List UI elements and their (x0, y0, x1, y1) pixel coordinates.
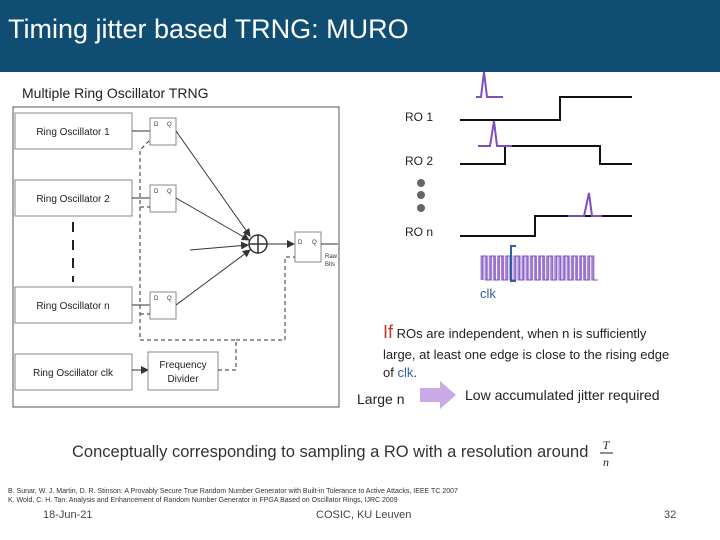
wave-ro1-label: RO 1 (405, 110, 434, 124)
clk-word: clk (397, 365, 414, 380)
wave-ro1 (460, 97, 632, 120)
condition-line1 (383, 322, 646, 343)
svg-text:Bits: Bits (325, 262, 336, 268)
svg-text:Frequency: Frequency (159, 360, 207, 371)
subtitle: Multiple Ring Oscillator TRNG (22, 85, 209, 101)
low-jitter: Low accumulated jitter required (465, 387, 660, 403)
dot-1 (417, 179, 425, 187)
svg-text:Raw: Raw (325, 254, 338, 260)
footer-org: COSIC, KU Leuven (316, 509, 412, 521)
reference-2: K. Wold, C. H. Tan: Analysis and Enhancement of Random Number Generator in FPGA Based on Oscillator Rings, IJRC 2009 (8, 497, 398, 504)
svg-text:Q: Q (312, 240, 317, 246)
svg-text:Q: Q (167, 122, 172, 128)
ff-out (295, 232, 321, 262)
footer-date: 18-Jun-21 (43, 509, 93, 521)
svg-text:D: D (154, 122, 159, 128)
large-n: Large n (357, 391, 405, 407)
condition-line3: of clk. (383, 365, 417, 380)
wave-ron-label: RO n (405, 225, 434, 239)
clk-label: clk (480, 286, 496, 301)
condition-line2: large, at least one edge is close to the rising edge (383, 347, 670, 362)
jitter-pulse-n (568, 193, 602, 216)
xor-gate (249, 235, 267, 253)
wave-ron (460, 216, 632, 236)
jitter-pulse-2 (478, 121, 512, 146)
ron-label: Ring Oscillator n (36, 301, 110, 312)
roclk-label: Ring Oscillator clk (32, 368, 114, 379)
wave-ro2-label: RO 2 (405, 154, 434, 168)
ro1-label: Ring Oscillator 1 (36, 127, 110, 138)
wave-ro2 (460, 146, 632, 164)
dot-2 (417, 191, 425, 199)
implication-arrow (420, 381, 456, 409)
svg-text:Q: Q (167, 296, 172, 302)
svg-text:D: D (154, 189, 159, 195)
footer-page: 32 (664, 509, 677, 521)
clk-waveform (481, 256, 598, 280)
slide-title: Timing jitter based TRNG: MURO (8, 14, 409, 44)
ro2-label: Ring Oscillator 2 (36, 194, 110, 205)
conceptually-statement: Conceptually corresponding to sampling a RO with a resolution around (72, 443, 589, 461)
condition-rest1: ROs are independent, when n is sufficiently (396, 326, 647, 341)
svg-text:D: D (298, 240, 303, 246)
jitter-pulse-1 (476, 72, 503, 97)
fraction-numerator: T (602, 438, 610, 452)
if-word: If (383, 322, 394, 342)
svg-text:Q: Q (167, 189, 172, 195)
svg-text:D: D (154, 296, 159, 302)
svg-text:Divider: Divider (167, 374, 199, 385)
fraction-denominator: n (603, 455, 609, 469)
reference-1: B. Sunar, W. J. Martin, D. R. Stinson: A Provably Secure True Random Number Generator with Built-in Tolerance to Active Attacks, IEEE TC 2007 (8, 488, 458, 495)
dot-3 (417, 204, 425, 212)
